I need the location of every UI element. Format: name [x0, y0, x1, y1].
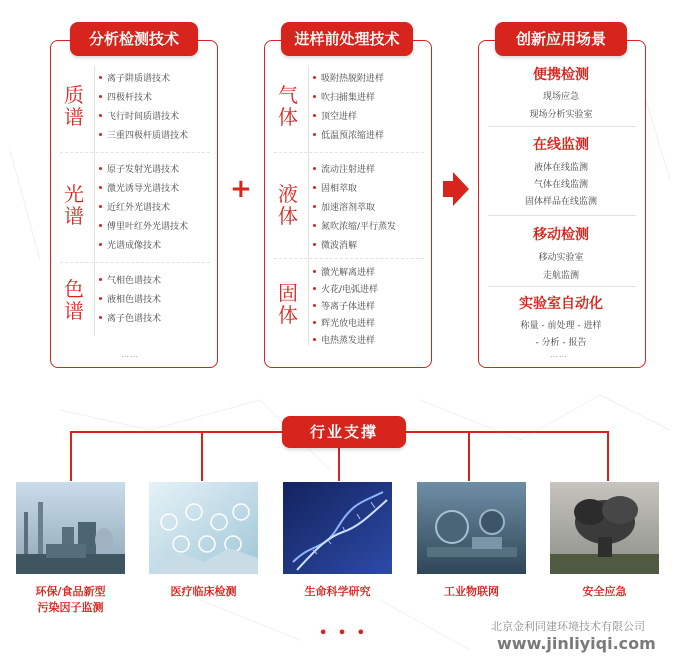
- industry-label-medical: 医疗临床检测: [170, 585, 237, 598]
- group-divider: [274, 258, 424, 259]
- section-item: 固体样品在线监测: [524, 197, 597, 207]
- list-item: 激光解离进样: [313, 265, 375, 278]
- group-label-chromatography: 色谱: [64, 277, 84, 323]
- more-ellipsis: • • •: [319, 626, 368, 641]
- list-item: 吸附热脱附进样: [313, 71, 384, 84]
- list-item: 光谱成像技术: [99, 238, 161, 251]
- group-label-mass-spec: 质谱: [64, 83, 84, 129]
- industry-title: 行业支撑: [282, 416, 406, 448]
- list-item: 激光诱导光谱技术: [99, 181, 179, 194]
- list-item: 近红外光谱技术: [99, 200, 170, 213]
- innovation-ellipsis: ……: [550, 350, 568, 359]
- list-item: 电热蒸发进样: [313, 333, 375, 346]
- arrow-right-icon: [443, 172, 469, 206]
- group-label-solid: 固体: [278, 281, 298, 327]
- group-label-gas: 气体: [278, 83, 298, 129]
- section-item: 称量 - 前处理 - 进样: [520, 321, 602, 331]
- section-item: 移动实验室: [538, 253, 584, 263]
- list-item: 等离子体进样: [313, 299, 375, 312]
- section-title-portable: 便携检测: [533, 67, 589, 83]
- section-item: 走航监测: [542, 271, 579, 281]
- list-item: 辉光放电进样: [313, 316, 375, 329]
- plus-icon: +: [230, 174, 252, 204]
- label-line: 污染因子监测: [37, 601, 104, 614]
- innovation-title: 创新应用场景: [495, 22, 627, 56]
- list-item: 气相色谱技术: [99, 273, 161, 286]
- analysis-title: 分析检测技术: [70, 22, 198, 56]
- list-item: 飞行时间质谱技术: [99, 109, 179, 122]
- list-item: 吹扫捕集进样: [313, 90, 375, 103]
- watermark-url: www.jinliyiqi.com: [497, 634, 656, 653]
- analysis-ellipsis: ……: [121, 350, 139, 359]
- list-item: 流动注射进样: [313, 162, 375, 175]
- industry-label-safety: 安全应急: [582, 585, 627, 598]
- group-divider: [60, 262, 210, 263]
- list-item: 离子阱质谱技术: [99, 71, 170, 84]
- list-item: 傅里叶红外光谱技术: [99, 219, 188, 232]
- group-label-liquid: 液体: [278, 182, 298, 228]
- group-divider: [60, 152, 210, 153]
- group-divider: [274, 152, 424, 153]
- pretreatment-title: 进样前处理技术: [281, 22, 413, 56]
- connector-vertical: [607, 431, 609, 481]
- list-item: 三重四极杆质谱技术: [99, 128, 188, 141]
- list-item: 原子发射光谱技术: [99, 162, 179, 175]
- list-item: 微波消解: [313, 238, 357, 251]
- section-title-lab-automation: 实验室自动化: [519, 296, 603, 312]
- dna-photo: [283, 482, 392, 574]
- industry-label-iiot: 工业物联网: [444, 585, 499, 598]
- section-divider: [488, 215, 636, 216]
- watermark-company: 北京金利同建环境技术有限公司: [491, 620, 645, 633]
- section-item: 气体在线监测: [533, 180, 588, 190]
- connector-vertical: [468, 431, 470, 481]
- label-line: 环保/食品新型: [35, 585, 106, 598]
- list-item: 加速溶剂萃取: [313, 200, 375, 213]
- section-item: 液体在线监测: [533, 163, 588, 173]
- section-title-online: 在线监测: [533, 137, 589, 153]
- section-title-mobile: 移动检测: [533, 227, 589, 243]
- list-item: 火花/电弧进样: [313, 282, 378, 295]
- factory-photo: [16, 482, 125, 574]
- list-item: 顶空进样: [313, 109, 357, 122]
- pretreatment-divider: [308, 66, 309, 346]
- list-item: 离子色谱技术: [99, 311, 161, 324]
- section-item: 现场分析实验室: [529, 110, 593, 120]
- smoke-photo: [550, 482, 659, 574]
- section-item: - 分析 - 报告: [535, 338, 587, 348]
- industry-label-environment: [16, 584, 125, 616]
- list-item: 液相色谱技术: [99, 292, 161, 305]
- list-item: 氮吹浓缩/平行蒸发: [313, 219, 396, 232]
- group-label-spectroscopy: 光谱: [64, 182, 84, 228]
- medical-photo: [149, 482, 258, 574]
- connector-vertical: [201, 431, 203, 481]
- machine-photo: [417, 482, 526, 574]
- connector-vertical: [70, 431, 72, 481]
- list-item: 四极杆技术: [99, 90, 152, 103]
- list-item: 固相萃取: [313, 181, 357, 194]
- analysis-divider: [94, 66, 95, 336]
- section-item: 现场应急: [542, 92, 579, 102]
- industry-label-life-science: 生命科学研究: [304, 585, 371, 598]
- section-divider: [488, 126, 636, 127]
- list-item: 低温预浓缩进样: [313, 128, 384, 141]
- section-divider: [488, 286, 636, 287]
